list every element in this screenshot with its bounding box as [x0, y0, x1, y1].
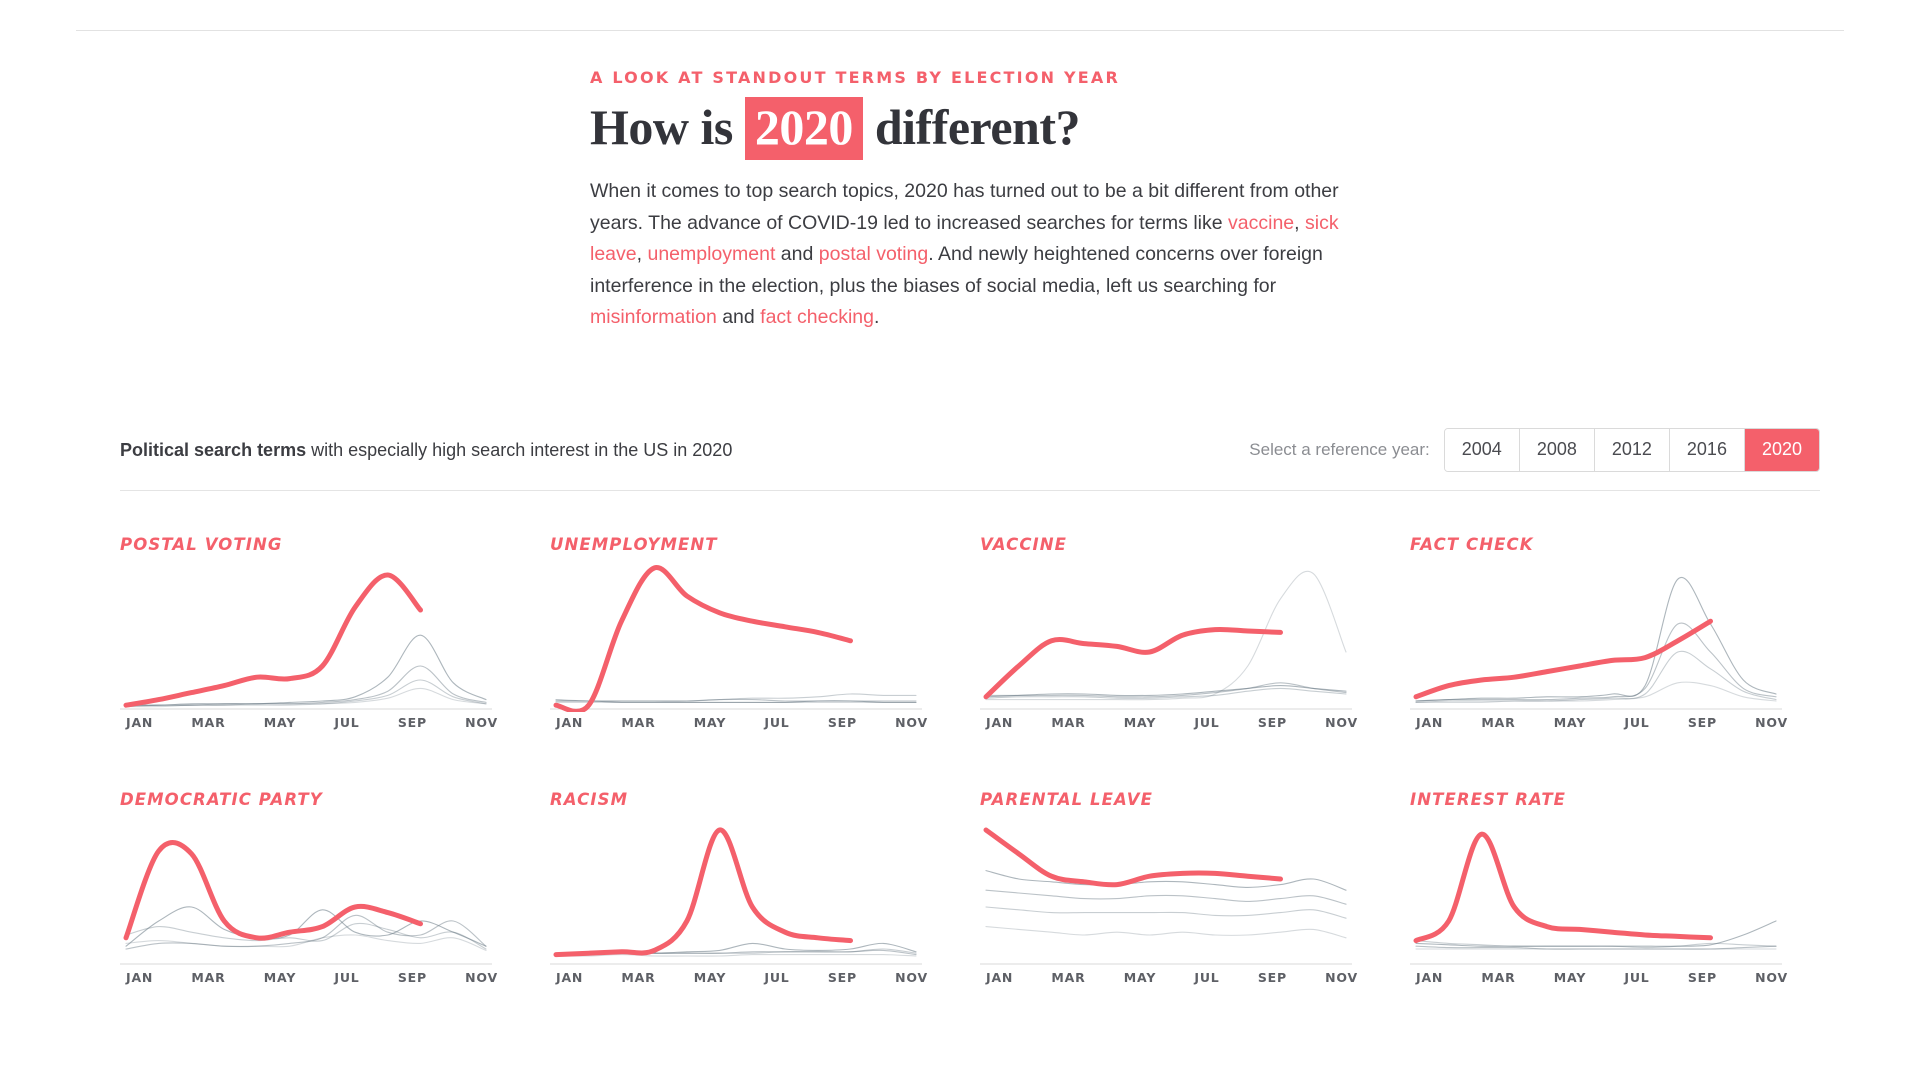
- x-axis-tick-label: JUL: [334, 970, 360, 985]
- reference-series-line: [986, 571, 1346, 699]
- chart-title: FACT CHECK: [1410, 535, 1534, 554]
- chart-plot[interactable]: [120, 817, 492, 967]
- reference-series-line: [556, 694, 916, 701]
- x-axis-tick-label: JUL: [334, 715, 360, 730]
- reference-series-line: [986, 907, 1346, 918]
- highlight-series-line: [556, 830, 851, 955]
- x-axis-tick-label: MAY: [1123, 970, 1157, 985]
- chart-cell: [550, 790, 960, 1045]
- chart-plot[interactable]: [550, 817, 922, 967]
- body-text-2: ,: [1294, 211, 1305, 234]
- body-text-6: and: [716, 306, 761, 329]
- header-block: [590, 68, 1380, 334]
- chart-cell: [980, 790, 1390, 1045]
- x-axis-tick-label: SEP: [827, 715, 857, 730]
- x-axis-tick-label: NOV: [1755, 715, 1788, 730]
- chart-subtitle-bold: Political search terms: [120, 439, 307, 460]
- year-selector: [1249, 428, 1820, 472]
- reference-series-line: [986, 927, 1346, 938]
- kicker: A LOOK AT STANDOUT TERMS BY ELECTION YEAR: [590, 68, 1121, 87]
- x-axis-tick-label: JUL: [1194, 970, 1220, 985]
- x-axis: [980, 970, 1358, 985]
- chart-subtitle: [120, 440, 732, 461]
- x-axis-tick-label: JAN: [556, 715, 584, 730]
- chart-cell: [550, 535, 960, 790]
- x-axis-tick-label: NOV: [895, 715, 928, 730]
- term-postal-voting[interactable]: postal voting: [818, 243, 929, 266]
- x-axis-tick-label: MAY: [1553, 715, 1587, 730]
- x-axis-tick-label: NOV: [1325, 715, 1358, 730]
- x-axis-tick-label: MAR: [621, 970, 656, 985]
- x-axis: [980, 715, 1358, 730]
- x-axis-tick-label: SEP: [1687, 970, 1717, 985]
- x-axis-tick-label: MAR: [1481, 970, 1516, 985]
- x-axis-tick-label: JUL: [764, 970, 790, 985]
- x-axis-tick-label: MAY: [693, 970, 727, 985]
- standfirst: [590, 176, 1360, 334]
- x-axis-tick-label: SEP: [397, 715, 427, 730]
- subtitle-row: [120, 428, 1820, 472]
- x-axis-tick-label: MAR: [191, 715, 226, 730]
- x-axis-tick-label: MAR: [191, 970, 226, 985]
- chart-title: POSTAL VOTING: [120, 535, 283, 554]
- year-button-2020[interactable]: 2020: [1745, 429, 1819, 471]
- x-axis-tick-label: MAY: [693, 715, 727, 730]
- term-vaccine[interactable]: vaccine: [1228, 211, 1295, 234]
- body-text-4: and: [775, 243, 819, 266]
- headline-highlight: 2020: [745, 97, 863, 160]
- highlight-series-line: [556, 568, 851, 712]
- small-multiples-grid: [120, 535, 1840, 1045]
- chart-cell: [1410, 535, 1820, 790]
- chart-cell: [120, 535, 530, 790]
- x-axis-tick-label: JAN: [126, 715, 154, 730]
- chart-plot[interactable]: [1410, 562, 1782, 712]
- x-axis-tick-label: JAN: [986, 970, 1014, 985]
- x-axis: [1410, 970, 1788, 985]
- reference-series-line: [1416, 651, 1776, 702]
- chart-plot[interactable]: [120, 562, 492, 712]
- chart-title: INTEREST RATE: [1410, 790, 1567, 809]
- reference-series-line: [1416, 921, 1776, 946]
- term-fact-checking[interactable]: fact checking: [760, 306, 874, 329]
- top-divider: [76, 30, 1844, 31]
- x-axis-tick-label: JUL: [1624, 715, 1650, 730]
- x-axis-tick-label: SEP: [1687, 715, 1717, 730]
- x-axis-tick-label: SEP: [1257, 970, 1287, 985]
- x-axis-tick-label: NOV: [895, 970, 928, 985]
- term-misinformation[interactable]: misinformation: [590, 306, 717, 329]
- chart-plot[interactable]: [1410, 817, 1782, 967]
- body-text-1: When it comes to top search topics, 2020 has turned out to be a bit different from other years. The advance of COVID-19 led to increased searches for terms like: [590, 180, 1339, 234]
- reference-series-line: [126, 923, 486, 949]
- x-axis-tick-label: NOV: [465, 970, 498, 985]
- chart-title: PARENTAL LEAVE: [980, 790, 1154, 809]
- year-button-2016[interactable]: 2016: [1670, 429, 1745, 471]
- x-axis-tick-label: NOV: [1755, 970, 1788, 985]
- chart-cell: [980, 535, 1390, 790]
- x-axis-tick-label: MAY: [263, 715, 297, 730]
- x-axis-tick-label: MAY: [1123, 715, 1157, 730]
- x-axis: [120, 970, 498, 985]
- x-axis-tick-label: NOV: [1325, 970, 1358, 985]
- body-text-3: ,: [636, 243, 648, 266]
- highlight-series-line: [126, 843, 421, 939]
- highlight-series-line: [986, 830, 1281, 885]
- highlight-series-line: [1416, 834, 1711, 940]
- chart-cell: [120, 790, 530, 1045]
- x-axis-tick-label: SEP: [827, 970, 857, 985]
- reference-series-line: [986, 688, 1346, 698]
- x-axis-tick-label: MAY: [1553, 970, 1587, 985]
- body-text-7: .: [873, 306, 880, 329]
- highlight-series-line: [1416, 621, 1711, 697]
- x-axis-tick-label: JUL: [1194, 715, 1220, 730]
- x-axis: [120, 715, 498, 730]
- x-axis-tick-label: JUL: [1624, 970, 1650, 985]
- x-axis-tick-label: JAN: [556, 970, 584, 985]
- chart-plot[interactable]: [980, 562, 1352, 712]
- year-button-2012[interactable]: 2012: [1595, 429, 1670, 471]
- x-axis: [550, 715, 928, 730]
- chart-title: UNEMPLOYMENT: [550, 535, 718, 554]
- reference-series-line: [986, 890, 1346, 904]
- x-axis-tick-label: MAR: [621, 715, 656, 730]
- body-text-5: . And newly heightened concerns over foreign interference in the election, plus the biases of social media, left us searching for: [590, 243, 1323, 297]
- chart-subtitle-rest: with especially high search interest in the US in 2020: [306, 439, 733, 460]
- x-axis-tick-label: JUL: [764, 715, 790, 730]
- section-divider: [120, 490, 1820, 491]
- chart-cell: [1410, 790, 1820, 1045]
- x-axis-tick-label: JAN: [986, 715, 1014, 730]
- x-axis-tick-label: NOV: [465, 715, 498, 730]
- x-axis-tick-label: JAN: [1416, 715, 1444, 730]
- x-axis: [1410, 715, 1788, 730]
- chart-plot[interactable]: [550, 562, 922, 712]
- term-sick-leave[interactable]: sick leave: [590, 211, 1339, 266]
- page-title: [590, 97, 1380, 160]
- chart-title: RACISM: [550, 790, 629, 809]
- headline-post: different?: [862, 99, 1080, 155]
- year-selector-label: Select a reference year:: [1249, 440, 1430, 459]
- x-axis-tick-label: SEP: [1257, 715, 1287, 730]
- x-axis-tick-label: MAR: [1051, 970, 1086, 985]
- x-axis-tick-label: SEP: [397, 970, 427, 985]
- year-button-2008[interactable]: 2008: [1520, 429, 1595, 471]
- x-axis-tick-label: MAY: [263, 970, 297, 985]
- x-axis-tick-label: JAN: [1416, 970, 1444, 985]
- x-axis-tick-label: MAR: [1481, 715, 1516, 730]
- term-unemployment[interactable]: unemployment: [647, 243, 776, 266]
- chart-title: DEMOCRATIC PARTY: [120, 790, 323, 809]
- highlight-series-line: [986, 629, 1281, 696]
- chart-title: VACCINE: [980, 535, 1068, 554]
- year-button-group[interactable]: [1444, 428, 1820, 472]
- x-axis-tick-label: MAR: [1051, 715, 1086, 730]
- headline-pre: How is: [590, 99, 745, 155]
- reference-series-line: [126, 935, 486, 951]
- chart-plot[interactable]: [980, 817, 1352, 967]
- x-axis-tick-label: JAN: [126, 970, 154, 985]
- reference-series-line: [126, 666, 486, 705]
- year-button-2004[interactable]: 2004: [1445, 429, 1520, 471]
- x-axis: [550, 970, 928, 985]
